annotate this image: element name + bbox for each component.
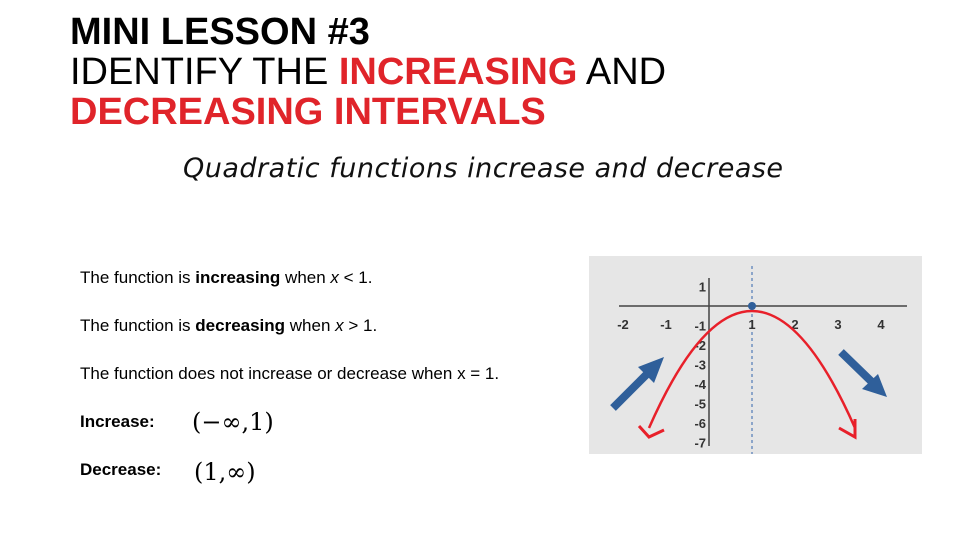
x-tick-label: 4 (877, 317, 885, 332)
parabola-graph (589, 256, 922, 454)
x-tick-label: -2 (617, 317, 629, 332)
decreasing-statement (80, 316, 377, 336)
y-tick-label: 1 (698, 279, 706, 295)
neither-statement: The function does not increase or decrease when x = 1. (80, 364, 500, 383)
statement-text: The function is (80, 316, 196, 335)
graph-background (589, 256, 922, 454)
x-tick-label: 1 (748, 317, 756, 332)
y-tick-label: -5 (694, 396, 706, 412)
y-tick-label: -1 (694, 318, 706, 334)
statement-text: < 1. (338, 268, 373, 287)
statement-text: when (285, 316, 336, 335)
increase-interval: (−∞,1) (192, 408, 274, 436)
y-tick-label: -6 (694, 416, 706, 431)
y-tick-label: -3 (694, 357, 706, 373)
vertex-point (748, 302, 756, 310)
statement-text: The function is (80, 268, 196, 287)
y-tick-label: -7 (694, 435, 706, 451)
statement-variable: x (335, 316, 344, 335)
statement-keyword: decreasing (195, 316, 286, 335)
increasing-statement (80, 268, 372, 288)
y-tick-label: -4 (694, 377, 706, 392)
x-tick-label: -1 (660, 317, 672, 332)
subtitle: Quadratic functions increase and decrease (183, 153, 784, 184)
y-tick-label: -2 (694, 338, 706, 353)
title-line-2-part-c: AND (577, 51, 667, 93)
title-line-2 (70, 52, 666, 92)
x-tick-label: 2 (791, 317, 799, 332)
title-line-3: DECREASING INTERVALS (70, 91, 546, 133)
decrease-interval: (1,∞) (194, 458, 256, 486)
statement-text: when (280, 268, 331, 287)
decrease-label: Decrease: (80, 460, 162, 479)
title-line-2-part-a: IDENTIFY THE (70, 51, 339, 93)
x-tick-label: 3 (834, 317, 842, 332)
increase-label: Increase: (80, 412, 155, 431)
title-line-1: MINI LESSON #3 (70, 11, 370, 53)
title-increasing: INCREASING (338, 51, 578, 93)
slide-title (70, 12, 666, 132)
statement-variable: x (330, 268, 339, 287)
statement-text: > 1. (343, 316, 378, 335)
statement-keyword: increasing (195, 268, 281, 287)
